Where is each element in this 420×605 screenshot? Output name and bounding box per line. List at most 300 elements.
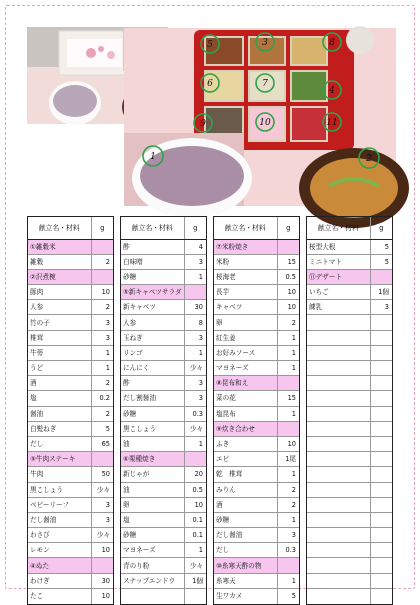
- dish-row: [121, 452, 206, 467]
- ingredient-qty: 1尾: [277, 452, 299, 467]
- ingredient-qty: [370, 315, 392, 330]
- dish-row: [28, 558, 113, 573]
- ingredients-column-1: [27, 216, 114, 605]
- table-row: [28, 467, 113, 482]
- ingredient-name: 塩: [28, 391, 91, 406]
- ingredient-qty: 30: [91, 573, 113, 588]
- ingredient-qty: 30: [184, 300, 206, 315]
- ingredient-qty: [370, 391, 392, 406]
- ingredient-qty: 0.1: [184, 528, 206, 543]
- table-row: [307, 558, 392, 573]
- ingredient-name: みりん: [214, 482, 277, 497]
- ingredient-qty: 10: [91, 543, 113, 558]
- ingredient-qty: 0.5: [184, 482, 206, 497]
- marker-7: 7: [262, 79, 268, 89]
- dish-name: ⑦米粉焼き: [214, 239, 277, 254]
- header-name: 献立名・材料: [307, 217, 370, 239]
- dish-name: ⑨炊き合わせ: [214, 421, 277, 436]
- table-row: [28, 345, 113, 360]
- table-row: [214, 467, 299, 482]
- ingredient-qty: 1: [277, 330, 299, 345]
- table-row: [307, 512, 392, 527]
- ingredient-name: [307, 315, 370, 330]
- ingredient-qty: 1: [91, 361, 113, 376]
- ingredient-name: うど: [28, 361, 91, 376]
- table-row: [214, 330, 299, 345]
- ingredient-qty: 1: [184, 436, 206, 451]
- ingredient-name: リンゴ: [121, 345, 184, 360]
- table-row: [121, 573, 206, 588]
- ingredient-qty: 3: [184, 330, 206, 345]
- ingredient-qty: [277, 421, 299, 436]
- ingredient-qty: [370, 269, 392, 284]
- ingredient-qty: [370, 482, 392, 497]
- ingredient-name: スナップエンドウ: [121, 573, 184, 588]
- ingredient-name: 新じゃが: [121, 467, 184, 482]
- table-row: [121, 436, 206, 451]
- ingredient-qty: [277, 558, 299, 573]
- ingredient-name: 油: [121, 482, 184, 497]
- header-qty: g: [370, 217, 392, 239]
- ingredient-qty: 0.3: [184, 406, 206, 421]
- table-row: [121, 528, 206, 543]
- ingredient-name: [307, 406, 370, 421]
- table-row: [28, 300, 113, 315]
- ingredient-name: ベビーリーフ: [28, 497, 91, 512]
- table-row: [307, 406, 392, 421]
- ingredient-name: 白味噌: [121, 254, 184, 269]
- table-row: [121, 315, 206, 330]
- marker-2: 2: [366, 154, 372, 164]
- ingredient-qty: 3: [91, 330, 113, 345]
- ingredient-name: マヨネーズ: [121, 543, 184, 558]
- ingredient-name: 竹の子: [28, 315, 91, 330]
- ingredient-qty: 20: [184, 467, 206, 482]
- ingredient-name: 桜海老: [214, 269, 277, 284]
- ingredient-name: ふき: [214, 436, 277, 451]
- marker-10: 10: [259, 118, 271, 128]
- ingredient-name: 糸寒天: [214, 573, 277, 588]
- ingredient-qty: 0.3: [277, 543, 299, 558]
- header-qty: g: [184, 217, 206, 239]
- ingredient-name: 米粉: [214, 254, 277, 269]
- table-row: [121, 467, 206, 482]
- ingredient-qty: [277, 376, 299, 391]
- ingredient-name: だし醤油: [28, 512, 91, 527]
- table-row: [28, 376, 113, 391]
- ingredient-name: [121, 588, 184, 603]
- table-row: [307, 528, 392, 543]
- table-row: [307, 239, 392, 254]
- ingredient-name: 油: [121, 436, 184, 451]
- marker-9: 9: [200, 119, 206, 129]
- table-row: [214, 528, 299, 543]
- table-row: [28, 512, 113, 527]
- table-row: [121, 588, 206, 603]
- dish-name: ③牛肉ステーキ: [28, 452, 91, 467]
- ingredient-qty: 少々: [184, 421, 206, 436]
- ingredient-qty: 15: [277, 391, 299, 406]
- ingredient-qty: 2: [277, 482, 299, 497]
- table-row: [214, 452, 299, 467]
- table-row: [28, 528, 113, 543]
- ingredient-name: 人参: [121, 315, 184, 330]
- ingredient-name: [307, 543, 370, 558]
- ingredient-qty: 1: [277, 345, 299, 360]
- ingredient-name: 桜型大根: [307, 239, 370, 254]
- table-row: [307, 361, 392, 376]
- dish-row: [28, 239, 113, 254]
- ingredient-name: [307, 558, 370, 573]
- dish-name: ⑥栗種焼き: [121, 452, 184, 467]
- table-row: [28, 406, 113, 421]
- ingredient-qty: 10: [277, 436, 299, 451]
- ingredient-name: 青のり粉: [121, 558, 184, 573]
- table-row: [121, 345, 206, 360]
- table-row: [307, 315, 392, 330]
- table-row: [28, 436, 113, 451]
- table-row: [307, 436, 392, 451]
- ingredient-name: [307, 588, 370, 603]
- ingredient-qty: 少々: [91, 528, 113, 543]
- ingredient-qty: 少々: [184, 361, 206, 376]
- table-row: [121, 421, 206, 436]
- ingredient-name: [307, 345, 370, 360]
- ingredient-qty: [370, 543, 392, 558]
- ingredients-column-2: [120, 216, 207, 605]
- ingredient-name: 塩昆布: [214, 406, 277, 421]
- dish-row: [307, 269, 392, 284]
- ingredient-qty: 10: [91, 588, 113, 603]
- table-row: [28, 588, 113, 603]
- header-name: 献立名・材料: [214, 217, 277, 239]
- ingredient-qty: 0.1: [184, 512, 206, 527]
- main-tray-photo: [124, 28, 396, 206]
- ingredient-qty: [370, 452, 392, 467]
- table-row: [121, 512, 206, 527]
- ingredient-qty: 10: [277, 285, 299, 300]
- ingredient-qty: 1: [184, 543, 206, 558]
- table-row: [307, 573, 392, 588]
- ingredient-qty: 5: [370, 254, 392, 269]
- table-row: [121, 406, 206, 421]
- ingredient-qty: 10: [184, 497, 206, 512]
- marker-8: 8: [329, 38, 335, 48]
- table-row: [121, 558, 206, 573]
- ingredient-qty: 65: [91, 436, 113, 451]
- ingredient-name: お好みソース: [214, 345, 277, 360]
- ingredient-qty: 少々: [91, 482, 113, 497]
- ingredient-name: 砂糖: [121, 528, 184, 543]
- ingredient-name: 人参: [28, 300, 91, 315]
- ingredient-name: ミニトマト: [307, 254, 370, 269]
- ingredient-qty: [91, 269, 113, 284]
- marker-1: 1: [150, 152, 156, 162]
- ingredient-name: 練乳: [307, 300, 370, 315]
- ingredient-name: わけぎ: [28, 573, 91, 588]
- ingredient-qty: 1: [184, 345, 206, 360]
- table-row: [28, 315, 113, 330]
- ingredient-name: 長芋: [214, 285, 277, 300]
- dish-row: [214, 239, 299, 254]
- ingredient-qty: 5: [91, 421, 113, 436]
- dish-name: ⑪デザート: [307, 269, 370, 284]
- dish-row: [214, 558, 299, 573]
- ingredient-qty: [370, 421, 392, 436]
- table-row: [214, 573, 299, 588]
- ingredient-qty: [370, 467, 392, 482]
- dish-row: [121, 285, 206, 300]
- table-row: [307, 254, 392, 269]
- ingredient-qty: 2: [91, 300, 113, 315]
- table-row: [28, 254, 113, 269]
- table-row: [214, 543, 299, 558]
- ingredient-qty: [370, 588, 392, 603]
- ingredient-qty: [370, 406, 392, 421]
- ingredient-name: わさび: [28, 528, 91, 543]
- ingredient-qty: [370, 345, 392, 360]
- table-row: [28, 543, 113, 558]
- table-row: [121, 269, 206, 284]
- ingredient-name: いちご: [307, 285, 370, 300]
- ingredient-name: キャベツ: [214, 300, 277, 315]
- table-row: [28, 573, 113, 588]
- ingredient-name: 雑穀: [28, 254, 91, 269]
- ingredient-qty: 0.5: [277, 269, 299, 284]
- ingredient-qty: [370, 497, 392, 512]
- ingredient-name: 酢: [121, 376, 184, 391]
- table-row: [121, 497, 206, 512]
- dish-name: ⑩糸寒天酢の物: [214, 558, 277, 573]
- table-row: [307, 391, 392, 406]
- ingredient-qty: [370, 361, 392, 376]
- ingredient-name: 卵: [121, 497, 184, 512]
- ingredient-qty: 2: [277, 497, 299, 512]
- ingredient-qty: 少々: [184, 558, 206, 573]
- ingredient-name: 砂糖: [121, 269, 184, 284]
- ingredient-name: にんにく: [121, 361, 184, 376]
- ingredient-qty: [370, 436, 392, 451]
- ingredient-qty: 2: [91, 254, 113, 269]
- ingredient-name: [307, 330, 370, 345]
- ingredient-name: 醤油: [28, 406, 91, 421]
- ingredient-qty: 3: [370, 300, 392, 315]
- ingredient-name: 豚肉: [28, 285, 91, 300]
- table-row: [214, 285, 299, 300]
- table-row: [307, 588, 392, 603]
- table-row: [307, 482, 392, 497]
- table-row: [214, 254, 299, 269]
- ingredients-column-3: [213, 216, 300, 605]
- ingredient-name: 牛蒡: [28, 345, 91, 360]
- table-row: [214, 300, 299, 315]
- table-row: [307, 543, 392, 558]
- ingredient-qty: 8: [184, 315, 206, 330]
- ingredient-qty: 15: [277, 254, 299, 269]
- ingredient-name: 卵: [214, 315, 277, 330]
- ingredient-qty: [184, 588, 206, 603]
- ingredient-name: だし割醤油: [121, 391, 184, 406]
- ingredient-qty: 3: [91, 315, 113, 330]
- ingredient-qty: 1: [277, 361, 299, 376]
- ingredient-name: マヨネーズ: [214, 361, 277, 376]
- ingredient-name: 菜の花: [214, 391, 277, 406]
- ingredient-name: だし醤油: [214, 528, 277, 543]
- marker-5: 5: [207, 40, 213, 50]
- dish-row: [28, 452, 113, 467]
- ingredients-table: [27, 216, 394, 601]
- ingredient-name: 砂糖: [121, 406, 184, 421]
- ingredient-name: [307, 376, 370, 391]
- ingredient-name: レモン: [28, 543, 91, 558]
- ingredient-qty: [91, 558, 113, 573]
- dish-name: ①雑穀米: [28, 239, 91, 254]
- table-row: [307, 376, 392, 391]
- dish-row: [214, 421, 299, 436]
- dish-name: ④ぬた: [28, 558, 91, 573]
- table-row: [121, 330, 206, 345]
- table-row: [214, 482, 299, 497]
- table-row: [28, 285, 113, 300]
- ingredient-name: [307, 391, 370, 406]
- ingredient-qty: [91, 239, 113, 254]
- table-row: [214, 345, 299, 360]
- ingredient-name: 乾 椎茸: [214, 467, 277, 482]
- ingredient-name: [307, 467, 370, 482]
- ingredient-qty: [370, 512, 392, 527]
- ingredient-qty: 3: [184, 376, 206, 391]
- table-row: [307, 467, 392, 482]
- table-row: [28, 421, 113, 436]
- ingredient-qty: 1個: [370, 285, 392, 300]
- ingredient-qty: 0.2: [91, 391, 113, 406]
- ingredient-qty: 10: [91, 285, 113, 300]
- table-row: [121, 254, 206, 269]
- ingredient-qty: 5: [370, 239, 392, 254]
- table-row: [307, 330, 392, 345]
- ingredient-qty: 2: [91, 406, 113, 421]
- table-row: [28, 482, 113, 497]
- header-name: 献立名・材料: [121, 217, 184, 239]
- ingredient-name: [307, 497, 370, 512]
- ingredient-name: 紅生姜: [214, 330, 277, 345]
- table-row: [214, 361, 299, 376]
- table-row: [121, 391, 206, 406]
- ingredient-name: 黒こしょう: [28, 482, 91, 497]
- table-row: [121, 376, 206, 391]
- table-row: [307, 497, 392, 512]
- ingredient-name: [307, 436, 370, 451]
- ingredient-qty: [370, 528, 392, 543]
- ingredient-qty: 1: [277, 467, 299, 482]
- ingredient-qty: 2: [91, 376, 113, 391]
- ingredient-qty: 1: [91, 345, 113, 360]
- table-row: [214, 512, 299, 527]
- table-row: [307, 452, 392, 467]
- table-row: [121, 239, 206, 254]
- table-row: [121, 482, 206, 497]
- marker-3: 3: [262, 38, 268, 48]
- ingredient-name: だし: [214, 543, 277, 558]
- table-row: [214, 269, 299, 284]
- ingredient-qty: 3: [184, 391, 206, 406]
- ingredient-qty: 50: [91, 467, 113, 482]
- ingredient-name: 酢: [121, 239, 184, 254]
- ingredient-name: だし: [28, 436, 91, 451]
- ingredient-qty: [370, 558, 392, 573]
- table-row: [28, 330, 113, 345]
- table-row: [28, 361, 113, 376]
- ingredient-qty: [370, 376, 392, 391]
- table-row: [121, 361, 206, 376]
- header-qty: g: [277, 217, 299, 239]
- table-row: [214, 436, 299, 451]
- marker-11: 11: [326, 118, 338, 128]
- ingredient-qty: 3: [91, 512, 113, 527]
- ingredient-qty: 4: [184, 239, 206, 254]
- table-row: [307, 285, 392, 300]
- ingredient-name: 牛肉: [28, 467, 91, 482]
- table-row: [214, 391, 299, 406]
- ingredient-qty: 5: [277, 588, 299, 603]
- marker-4: 4: [329, 86, 335, 96]
- ingredient-name: [307, 361, 370, 376]
- ingredient-qty: [370, 330, 392, 345]
- ingredient-qty: [277, 239, 299, 254]
- ingredient-qty: 1個: [184, 573, 206, 588]
- ingredient-qty: 3: [91, 497, 113, 512]
- ingredient-name: エビ: [214, 452, 277, 467]
- ingredient-name: 生ワカメ: [216, 592, 243, 601]
- ingredient-name: たこ: [30, 592, 44, 601]
- ingredient-name: [307, 482, 370, 497]
- dish-name: ⑧昆布和え: [214, 376, 277, 391]
- ingredients-column-4: [306, 216, 393, 605]
- table-row: [307, 421, 392, 436]
- table-row: [214, 588, 299, 603]
- table-row: [28, 391, 113, 406]
- ingredient-name: 新キャベツ: [121, 300, 184, 315]
- ingredient-qty: 1: [277, 512, 299, 527]
- ingredient-name: 白髪ねぎ: [28, 421, 91, 436]
- table-row: [121, 543, 206, 558]
- table-row: [307, 300, 392, 315]
- ingredient-name: [307, 452, 370, 467]
- dish-row: [28, 269, 113, 284]
- dish-name: ②沢煮椀: [28, 269, 91, 284]
- ingredient-name: [307, 528, 370, 543]
- table-row: [214, 406, 299, 421]
- ingredient-qty: [91, 452, 113, 467]
- table-row: [214, 315, 299, 330]
- dish-row: [214, 376, 299, 391]
- ingredient-name: [307, 421, 370, 436]
- ingredient-qty: [370, 573, 392, 588]
- table-row: [121, 300, 206, 315]
- ingredient-name: [307, 573, 370, 588]
- ingredient-name: 玉ねぎ: [121, 330, 184, 345]
- ingredient-qty: 1: [184, 269, 206, 284]
- ingredient-name: [307, 512, 370, 527]
- table-row: [214, 497, 299, 512]
- ingredient-qty: 3: [184, 254, 206, 269]
- ingredient-name: 酒: [214, 497, 277, 512]
- ingredient-qty: [184, 285, 206, 300]
- dish-name: ⑤新キャベツサラダ: [121, 285, 184, 300]
- ingredient-name: 塩: [121, 512, 184, 527]
- ingredient-name: 黒こしょう: [121, 421, 184, 436]
- ingredient-qty: 2: [277, 315, 299, 330]
